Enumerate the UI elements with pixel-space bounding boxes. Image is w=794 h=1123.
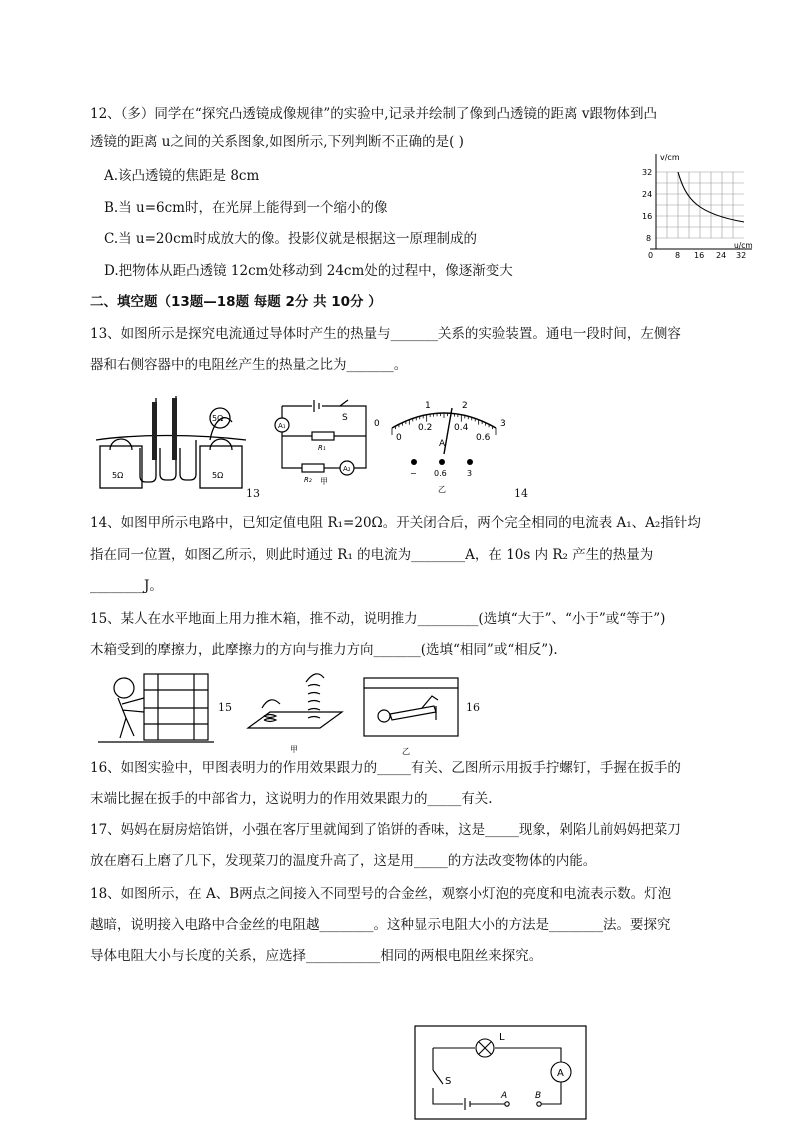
resistor-r2 — [302, 464, 324, 472]
resistor-r1 — [312, 432, 334, 440]
q12-line2: 透镜的距离 u之间的关系图象,如图所示,下列判断不正确的是( ) — [90, 134, 464, 150]
x-tick-0: 0 — [648, 251, 654, 260]
point-a — [505, 1102, 509, 1106]
caption-jia-2: 甲 — [290, 745, 298, 754]
r2-label: R₂ — [304, 476, 312, 484]
q13-fig-label: 13 — [246, 487, 260, 500]
q14-line3: ________J。 — [90, 578, 163, 594]
res-left-label: 5Ω — [112, 471, 124, 480]
left-container — [100, 446, 142, 488]
q14-line1: 14、如图甲所示电路中，已知定值电阻 R₁=20Ω。开关闭合后，两个完全相同的电流表 A₁、A₂指针均 — [90, 515, 701, 531]
outer-0: 0 — [374, 419, 380, 429]
point-a-label: A — [501, 1091, 508, 1101]
lamp-label: L — [499, 1032, 505, 1043]
q14-circuit-jia — [262, 396, 372, 486]
a2-label: A₂ — [343, 465, 351, 473]
x-tick-8: 8 — [675, 251, 681, 260]
wrench — [390, 706, 436, 720]
x-tick-32: 32 — [736, 251, 747, 260]
bolt — [378, 710, 390, 722]
q15-line1: 15、某人在水平地面上用力推木箱，推不动，说明推力_________(选填“大于”、“小于”或“等于”) — [90, 611, 666, 627]
q14-fig-label: 14 — [514, 487, 528, 500]
graph-grid — [656, 172, 744, 238]
q16-wrench-figure-yi — [362, 676, 462, 756]
q15-pushing-box-figure — [98, 668, 214, 746]
stretched-spring — [308, 685, 320, 719]
r1-label: R₁ — [318, 444, 326, 452]
person-body — [118, 698, 144, 738]
caption-yi: 乙 — [438, 485, 446, 494]
q15-fig-label: 15 — [218, 701, 232, 714]
x-tick-24: 24 — [716, 251, 727, 260]
q14-line2: 指在同一位置，如图乙所示，则此时通过 R₁ 的电流为________A，在 10s 内 R₂ 产生的热量为 — [90, 547, 654, 563]
section-2-heading: 二、填空题（13题—18题 每题 2分 共 10分 ） — [90, 294, 382, 310]
left-coil — [110, 439, 132, 450]
q12-option-a: A.该凸透镜的焦距是 8cm — [104, 168, 260, 184]
meter-unit: A — [439, 439, 446, 449]
caption-yi-2: 乙 — [402, 747, 410, 756]
res-right-label: 5Ω — [212, 471, 224, 480]
u-tube-right — [180, 440, 196, 480]
switch-blade — [340, 400, 348, 406]
switch-label-s: S — [445, 1076, 452, 1087]
person-head — [114, 678, 134, 698]
terminal-neg — [411, 459, 417, 465]
x-axis-label: u/cm — [734, 241, 753, 250]
switch-s — [433, 1070, 443, 1084]
q12-uv-graph — [640, 150, 760, 260]
y-tick-32: 32 — [642, 168, 653, 177]
x-tick-16: 16 — [694, 251, 705, 260]
y-tick-16: 16 — [642, 212, 653, 221]
wooden-box — [144, 674, 208, 740]
q13-line2: 器和右侧容器中的电阻丝产生的热量之比为_______。 — [90, 357, 408, 373]
liquid-column-mid — [172, 398, 177, 460]
y-axis-label: v/cm — [660, 153, 680, 162]
terminal-06 — [439, 459, 445, 465]
right-container — [200, 446, 242, 488]
q16-line1: 16、如图实验中，甲图表明力的作用效果跟力的_____有关、乙图所示用扳手拧螺钉，手握在扳手的 — [90, 760, 681, 776]
q13-apparatus-figure — [96, 388, 246, 498]
point-b — [537, 1102, 541, 1106]
res-outer-label: 5Ω — [212, 414, 224, 423]
q12-line1: 12、（多）同学在“探究凸透镜成像规律”的实验中,记录并绘制了像到凸透镜的距离 v跟物体到凸 — [90, 106, 657, 122]
outer-3: 3 — [500, 419, 506, 429]
q12-option-d: D.把物体从距凸透镜 12cm处移动到 24cm处的过程中，像逐渐变大 — [104, 263, 513, 279]
ammeter-label: A — [557, 1068, 564, 1079]
inner-0: 0 — [396, 433, 402, 443]
q16-line2: 末端比握在扳手的中部省力，这说明力的作用效果跟力的_____有关. — [90, 791, 493, 807]
right-coil — [210, 439, 232, 450]
terminal-3 — [467, 459, 473, 465]
outer-1: 1 — [425, 401, 431, 411]
switch-label: S — [342, 413, 348, 423]
q13-line1: 13、如图所示是探究电流通过导体时产生的热量与_______关系的实验装置。通电一段时间，左侧容 — [90, 326, 681, 342]
y-tick-8: 8 — [646, 234, 652, 243]
liquid-column-left — [152, 402, 157, 460]
q16-spring-figure-jia — [244, 668, 348, 754]
terminal-neg-label: − — [410, 469, 417, 478]
q18-line1: 18、如图所示，在 A、B两点之间接入不同型号的合金丝，观察小灯泡的亮度和电流表示数。灯泡 — [90, 886, 672, 902]
q16-fig-label: 16 — [466, 701, 480, 714]
q18-circuit-figure — [415, 1026, 587, 1120]
compressed-spring — [264, 715, 276, 722]
y-tick-24: 24 — [642, 190, 653, 199]
point-b-label: B — [535, 1091, 542, 1101]
meter-ticks — [392, 413, 496, 435]
a1-label: A₁ — [278, 422, 286, 430]
q18-line3: 导体电阻大小与长度的关系，应选择___________相同的两根电阻丝来探究。 — [90, 948, 543, 964]
terminal-06-label: 0.6 — [434, 469, 447, 478]
q18-line2: 越暗，说明接入电路中合金丝的电阻越________。这种显示电阻大小的方法是________法。要探究 — [90, 917, 671, 933]
inner-02: 0.2 — [418, 423, 433, 433]
outer-2: 2 — [462, 401, 468, 411]
q14-meter-yi — [372, 394, 512, 494]
q15-line2: 木箱受到的摩擦力，此摩擦力的方向与推力方向_______(选填“相同”或“相反”). — [90, 642, 558, 658]
caption-jia: 甲 — [320, 477, 328, 486]
q17-line1: 17、妈妈在厨房焙馅饼，小强在客厅里就闻到了馅饼的香味，这是_____现象，剁陷儿前妈妈把菜刀 — [90, 822, 681, 838]
spring-base-plate — [248, 712, 342, 728]
q17-line2: 放在磨石上磨了几下，发现菜刀的温度升高了，这是用_____的方法改变物体的内能。 — [90, 853, 597, 869]
hands — [262, 674, 324, 708]
terminal-3-label: 3 — [467, 469, 473, 478]
q12-option-c: C.当 u=20cm时成放大的像。投影仪就是根据这一原理制成的 — [104, 231, 477, 247]
q12-option-b: B.当 u=6cm时，在光屏上能得到一个缩小的像 — [104, 200, 388, 216]
wrench-board — [364, 678, 458, 736]
inner-06: 0.6 — [476, 433, 491, 443]
inner-04: 0.4 — [454, 423, 469, 433]
